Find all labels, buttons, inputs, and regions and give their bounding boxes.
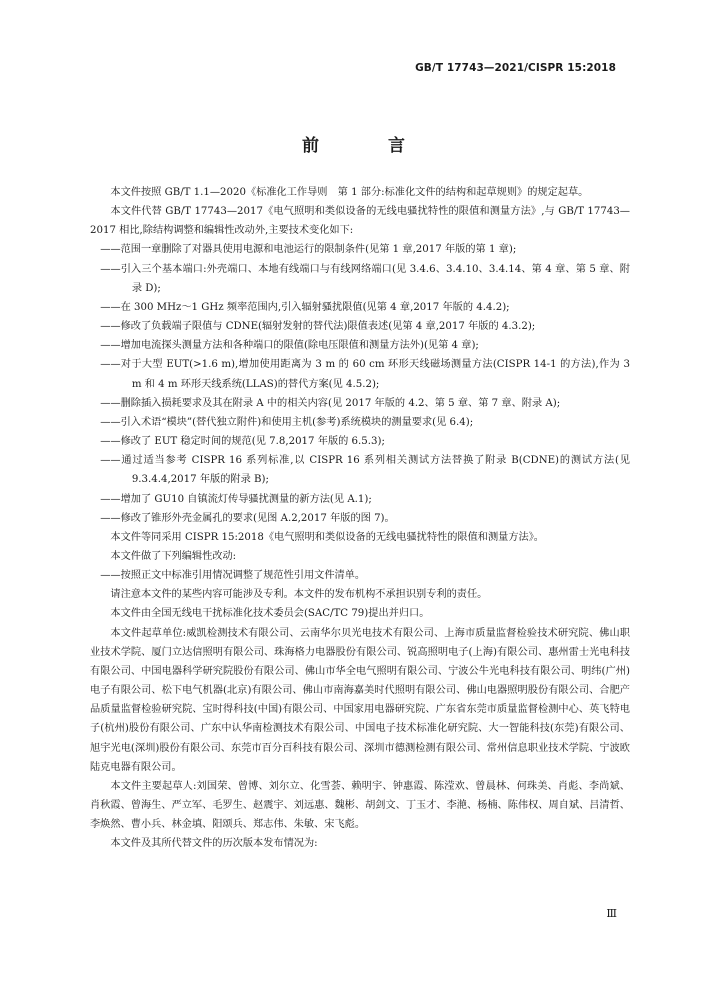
list-item: ——范围一章删除了对器具使用电源和电池运行的限制条件(见第 1 章,2017 年版的第 1 章); (100, 244, 517, 256)
list-item: ——修改了 EUT 稳定时间的规范(见 7.8,2017 年版的 6.5.3); (100, 436, 385, 448)
list-item: ——修改了负载端子限值与 CDNE(辐射发射的替代法)限值表述(见第 4 章,2017 年版的 4.3.2); (100, 321, 536, 333)
list-item: ——引入术语“模块”(替代独立附件)和使用主机(参考)系统模块的测量要求(见 6.4); (100, 416, 474, 428)
standard-code: GB/T 17743—2021/CISPR 15:2018 (415, 62, 616, 74)
list-item: ——在 300 MHz～1 GHz 频率范围内,引入辐射骚扰限值(见第 4 章,2017 年版的 4.4.2); (100, 301, 510, 313)
page-title: 前 言 (302, 136, 431, 156)
list-item: ——增加了 GU10 自镇流灯传导骚扰测量的新方法(见 A.1); (100, 493, 372, 505)
paragraph: 本文件按照 GB/T 1.1—2020《标准化工作导则 第 1 部分:标准化文件的结构和起草规则》的规定起草。 (110, 187, 589, 198)
paragraph: 本文件起草单位:威凯检测技术有限公司、云南华尔贝光电技术有限公司、上海市质量监督检验技术研究院、佛山职业技术学院、厦门立达信照明有限公司、珠海格力电器股份有限公司、锐高照明电子(上海)有限公司、惠州雷士光电科技有限公司、中国电器科学研究院股份有限公司、佛山市华全电气照明有限公司、宁波公牛光电科技有限公司、明纬(广州)电子有限公司、松下电气机器(北京)有限公司、佛山市南海嘉美时代照明有限公司、佛山电器照明股份有限公司、合肥产品质量监督检验研究院、宝时得科技(中国)有限公司、中国家用电器研究院、广东省东莞市质量监督检测中心、英飞特电子(杭州)股份有限公司、广东中认华南检测技术有限公司、中国电子技术标准化研究院、大一智能科技(东莞)有限公司、旭宇光电(深圳)股份有限公司、东莞市百分百科技有限公司、深圳市德测检测有限公司、常州信息职业技术学院、宁波欧陆克电器有限公司。 (90, 627, 630, 773)
paragraph: 本文件主要起草人:刘国荣、曾博、刘尔立、化雪荟、赖明宇、钟惠霞、陈滢欢、曾晨林、何珠美、肖彪、李尚斌、肖秋霞、曾海生、严立军、毛罗生、赵震宇、刘远惠、魏彬、胡剑文、丁玉才、李滟、杨楠、陈伟权、周自斌、吕清哲、李焕然、曹小兵、林金填、阳颂兵、郑志伟、朱敏、宋飞彪。 (90, 780, 630, 831)
paragraph: 本文件做了下列编辑性改动: (110, 550, 237, 562)
list-item: ——修改了锥形外壳金属孔的要求(见图 A.2,2017 年版的图 7)。 (100, 512, 395, 524)
list-item: ——对于大型 EUT(>1.6 m),增加使用距离为 3 m 的 60 cm 环形天线磁场测量方法(CISPR 14-1 的方法),作为 3 m 和 4 m 环形天线系统(LLAS)的替代方案(见 4.5.2); (100, 359, 630, 390)
paragraph: 本文件代替 GB/T 17743—2017《电气照明和类似设备的无线电骚扰特性的限值和测量方法》,与 GB/T 17743—2017 相比,除结构调整和编辑性改动外,主要技术变化如下: (90, 206, 630, 237)
paragraph: 本文件及其所代替文件的历次版本发布情况为: (110, 838, 318, 850)
list-item: ——增加电流探头测量方法和各种端口的限值(除电压限值和测量方法外)(见第 4 章); (100, 340, 479, 352)
list-item: ——按照正文中标准引用情况调整了规范性引用文件清单。 (100, 570, 366, 582)
paragraph: 请注意本文件的某些内容可能涉及专利。本文件的发布机构不承担识别专利的责任。 (110, 589, 488, 601)
list-item: ——删除插入损耗要求及其在附录 A 中的相关内容(见 2017 年版的 4.2、第 5 章、第 7 章、附录 A); (100, 397, 561, 409)
list-item: ——引入三个基本端口:外壳端口、本地有线端口与有线网络端口(见 3.4.6、3.4.10、3.4.14、第 4 章、第 5 章、附录 D); (100, 263, 630, 294)
body-text (90, 183, 630, 853)
paragraph: 本文件由全国无线电干扰标准化技术委员会(SAC/TC 79)提出并归口。 (110, 608, 430, 620)
paragraph: 本文件等同采用 CISPR 15:2018《电气照明和类似设备的无线电骚扰特性的限值和测量方法》。 (110, 531, 544, 543)
list-item: ——通过适当参考 CISPR 16 系列标准,以 CISPR 16 系列相关测试方法替换了附录 B(CDNE)的测试方法(见 9.3.4.4,2017 年版的附录 B); (100, 455, 630, 486)
page-number: Ⅲ (606, 907, 617, 920)
